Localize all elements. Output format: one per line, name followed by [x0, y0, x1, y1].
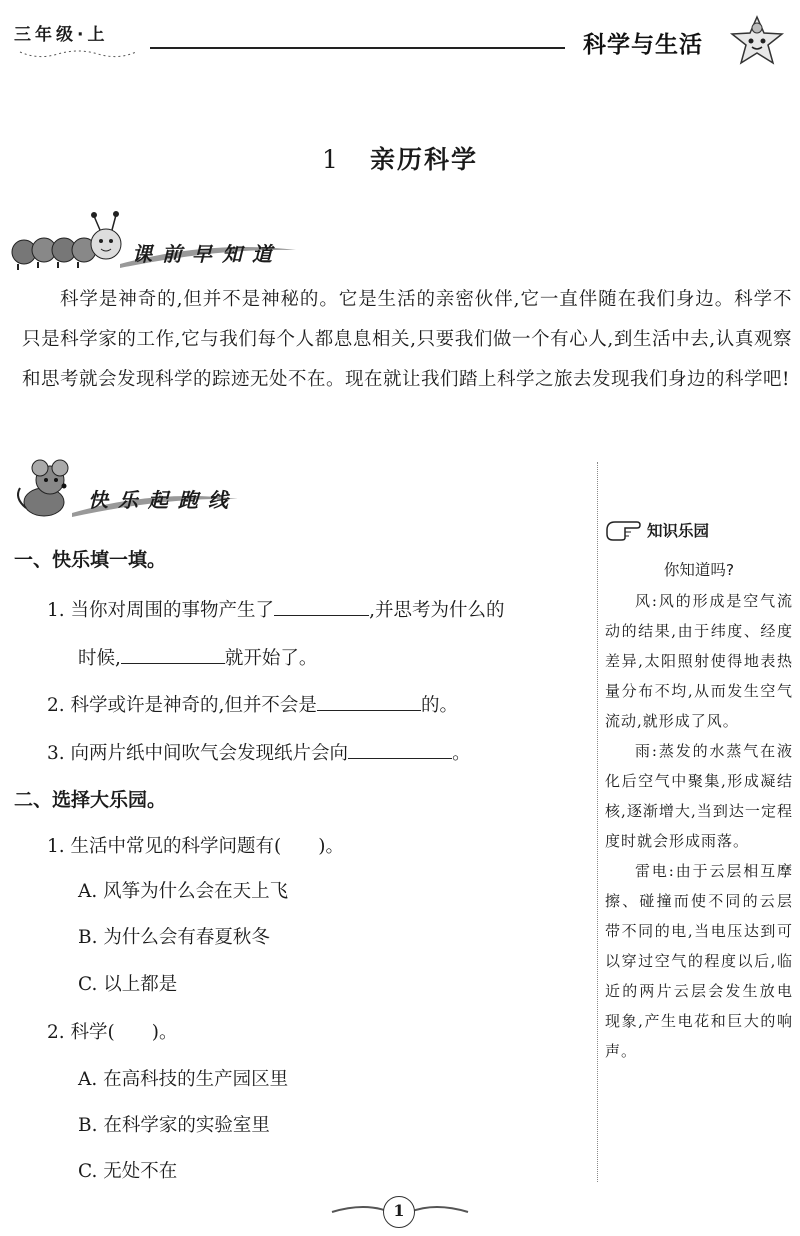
question-text: ,并思考为什么的: [369, 600, 505, 621]
question-text: 生活中常见的科学问题有( )。: [70, 836, 344, 857]
option-a[interactable]: A. 在高科技的生产园区里: [78, 1069, 289, 1090]
question-1-1: [47, 595, 504, 622]
question-number: 1.: [47, 836, 65, 857]
question-text: 当你对周围的事物产生了: [70, 600, 275, 621]
answer-blank[interactable]: [274, 595, 369, 616]
knowledge-title: 知识乐园: [647, 522, 710, 540]
knowledge-header: [605, 518, 793, 542]
caterpillar-icon: [8, 210, 123, 272]
question-1-1-cont: [78, 643, 317, 670]
wind-paragraph: 风:风的形成是空气流动的结果,由于纬度、经度差异,太阳照射使得地表热量分布不均,从而发生空气流动,就形成了风。: [605, 592, 793, 730]
question-2-1: [47, 832, 344, 858]
question-text: 时候,: [78, 648, 121, 669]
knowledge-question: 你知道吗?: [663, 561, 735, 579]
lesson-title-text: 亲历科学: [369, 145, 478, 174]
question-2-2: [47, 1018, 177, 1044]
question-1-2: [47, 690, 458, 717]
question-text: 的。: [420, 695, 458, 716]
pre-class-text: 科学是神奇的,但并不是神秘的。它是生活的亲密伙伴,它一直伴随在我们身边。科学不只是科学家的工作,它与我们每个人都息息相关,只要我们做一个有心人,到生活中去,认真观察和思考就会发现科学的踪迹无处不在。现在就让我们踏上科学之旅去发现我们身边的科学吧!: [22, 289, 792, 390]
option-b[interactable]: B. 在科学家的实验室里: [78, 1115, 270, 1136]
sidebar-divider: [597, 462, 598, 1182]
rain-paragraph: 雨:蒸发的水蒸气在液化后空气中聚集,形成凝结核,逐渐增大,当到达一定程度时就会形成雨落。: [605, 742, 793, 850]
pre-class-label: 课前早知道: [132, 242, 282, 266]
question-number: 3.: [47, 743, 65, 764]
answer-blank[interactable]: [348, 738, 452, 759]
lesson-number: 1: [322, 145, 340, 174]
question-number: 2.: [47, 695, 65, 716]
section2-heading: 二、选择大乐园。: [14, 789, 167, 811]
option-c[interactable]: C. 以上都是: [78, 974, 178, 995]
question-text: 科学( )。: [70, 1022, 178, 1043]
answer-blank[interactable]: [317, 690, 421, 711]
question-text: 科学或许是神奇的,但并不会是: [70, 695, 317, 716]
lesson-title: [0, 140, 800, 176]
answer-blank[interactable]: [121, 643, 225, 664]
question-number: 1.: [47, 600, 65, 621]
question-number: 2.: [47, 1022, 65, 1043]
thunder-paragraph: 雷电:由于云层相互摩擦、碰撞而使不同的云层带不同的电,当电压达到可以穿过空气的程度以后,临近的两片云层会发生放电现象,产生电花和巨大的响声。: [605, 862, 793, 1060]
question-1-3: [47, 738, 471, 765]
practice-label: 快乐起跑线: [88, 488, 238, 512]
page-number: 1: [383, 1196, 415, 1228]
pointing-hand-icon: [605, 518, 641, 542]
option-c[interactable]: C. 无处不在: [78, 1161, 178, 1182]
star-mascot-icon: [727, 14, 787, 72]
question-text: 。: [452, 743, 471, 764]
book-title: 科学与生活: [583, 32, 703, 58]
section1-heading: 一、快乐填一填。: [14, 549, 167, 571]
knowledge-panel: [605, 518, 793, 1066]
question-text: 向两片纸中间吹气会发现纸片会向: [70, 743, 349, 764]
option-b[interactable]: B. 为什么会有春夏秋冬: [78, 927, 270, 948]
grade-label: 三年级·上: [14, 25, 109, 45]
option-a[interactable]: A. 风筝为什么会在天上飞: [78, 881, 289, 902]
question-text: 就开始了。: [224, 648, 318, 669]
header-decoration: [18, 48, 138, 60]
header-rule: [150, 47, 565, 49]
